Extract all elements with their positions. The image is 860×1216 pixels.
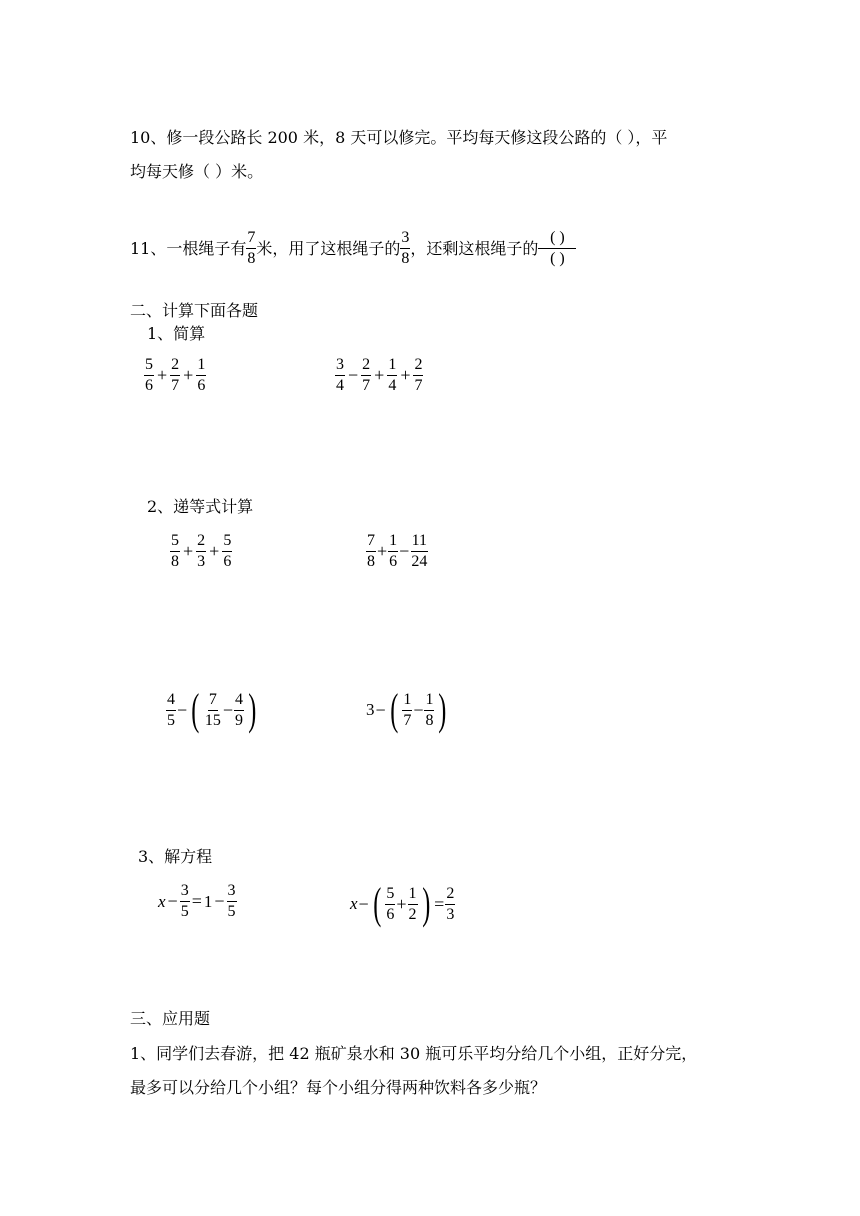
fraction <box>388 532 398 571</box>
fraction <box>166 691 176 730</box>
numerator: 2 <box>361 356 371 376</box>
denominator: 9 <box>234 711 243 729</box>
denominator: 4 <box>388 377 397 394</box>
q11-fraction-used <box>400 229 410 268</box>
denominator: 6 <box>197 377 206 394</box>
numerator: 5 <box>144 356 154 376</box>
expr-1 <box>144 356 206 395</box>
fraction <box>227 882 237 921</box>
fraction <box>424 691 434 730</box>
expr-6 <box>366 685 450 734</box>
expr-5 <box>166 685 260 734</box>
sub1-title: 1、简算 <box>147 324 206 343</box>
numerator: 7 <box>366 532 376 552</box>
numerator: 5 <box>222 532 232 552</box>
numerator: 7 <box>208 691 218 711</box>
fraction <box>180 882 190 921</box>
expr-4 <box>366 532 428 571</box>
operator: − <box>358 893 369 914</box>
operator: − <box>399 541 410 561</box>
operator: − <box>214 891 225 911</box>
operator: − <box>375 699 386 720</box>
fraction <box>445 885 455 924</box>
section3-title: 三、应用题 <box>130 1009 211 1028</box>
fraction <box>144 356 154 395</box>
equation-1 <box>158 882 237 921</box>
number-one: 1 <box>203 891 213 911</box>
denominator: 8 <box>401 250 410 267</box>
numerator: 3 <box>227 882 237 902</box>
fraction <box>170 532 180 571</box>
q11-text-1: 11、一根绳子有 <box>130 238 247 258</box>
denominator: 5 <box>180 903 189 920</box>
fraction <box>222 532 232 571</box>
fraction <box>413 356 423 395</box>
numerator: 1 <box>402 691 412 711</box>
numerator: 2 <box>170 356 180 376</box>
numerator: 2 <box>413 356 423 376</box>
numerator: 1 <box>408 885 418 905</box>
denominator: 8 <box>171 553 179 570</box>
operator: − <box>222 699 233 720</box>
numerator: 7 <box>246 229 256 249</box>
denominator: 5 <box>227 903 236 920</box>
fraction <box>196 356 206 395</box>
denominator: 6 <box>145 377 153 394</box>
operator: + <box>183 541 194 561</box>
operator: − <box>177 699 188 720</box>
q11-text-2: 米，用了这根绳子的 <box>256 238 401 258</box>
operator: + <box>377 541 388 561</box>
denominator: 2 <box>408 905 417 923</box>
numerator: 1 <box>196 356 206 376</box>
denominator: 7 <box>171 377 180 394</box>
equals: = <box>434 893 445 914</box>
denominator: 4 <box>336 377 344 394</box>
denominator-blank: ( ) <box>550 250 565 267</box>
operator: + <box>374 365 385 385</box>
fraction <box>366 532 376 571</box>
numerator: 4 <box>234 691 244 711</box>
numerator: 3 <box>400 229 410 249</box>
numerator: 2 <box>445 885 455 905</box>
fraction <box>402 691 412 730</box>
operator: + <box>400 365 411 385</box>
numerator: 4 <box>166 691 176 711</box>
sub3-title: 3、解方程 <box>138 847 213 866</box>
application-q1-line2: 最多可以分给几个小组？每个小组分得两种饮料各多少瓶？ <box>130 1078 547 1097</box>
numerator: 3 <box>180 882 190 902</box>
numerator: 5 <box>170 532 180 552</box>
fraction <box>204 691 222 730</box>
left-paren: ( <box>373 879 382 928</box>
q11-answer-blank[interactable] <box>538 229 576 268</box>
numerator-blank: ( ) <box>538 229 576 249</box>
denominator: 8 <box>425 711 434 729</box>
left-paren: ( <box>389 685 399 734</box>
right-paren: ) <box>248 685 257 734</box>
q10-line1: 10、修一段公路长 200 米，8 天可以修完。平均每天修这段公路的（ ），平 <box>130 128 668 147</box>
fraction <box>387 356 397 395</box>
application-q1-line1: 1、同学们去春游，把 42 瓶矿泉水和 30 瓶可乐平均分给几个小组，正好分完， <box>130 1044 698 1063</box>
right-paren: ) <box>421 879 430 928</box>
operator: + <box>209 541 220 561</box>
fraction <box>410 532 428 571</box>
q11 <box>130 229 576 268</box>
numerator: 1 <box>424 691 434 711</box>
operator: + <box>157 365 168 385</box>
left-paren: ( <box>191 685 200 734</box>
numerator: 1 <box>387 356 397 376</box>
operator: − <box>348 365 359 385</box>
sub2-title: 2、递等式计算 <box>147 497 254 516</box>
expr-3 <box>170 532 232 571</box>
operator: − <box>167 891 178 911</box>
leading-number: 3 <box>366 700 375 719</box>
fraction <box>335 356 345 395</box>
denominator: 24 <box>411 553 428 570</box>
expr-2 <box>335 356 423 395</box>
fraction <box>408 885 418 924</box>
equals: = <box>191 891 202 911</box>
fraction <box>385 885 395 924</box>
fraction <box>196 532 206 571</box>
fraction <box>170 356 180 395</box>
q11-text-3: ，还剩这根绳子的 <box>410 238 539 258</box>
variable-x: x <box>158 891 166 911</box>
denominator: 8 <box>367 553 375 570</box>
denominator: 7 <box>403 711 412 729</box>
denominator: 5 <box>167 711 175 729</box>
fraction <box>361 356 371 395</box>
denominator: 8 <box>247 250 256 267</box>
denominator: 7 <box>362 377 371 394</box>
denominator: 7 <box>414 377 423 394</box>
q11-fraction-total <box>246 229 256 268</box>
numerator: 3 <box>335 356 345 376</box>
denominator: 3 <box>197 553 206 570</box>
variable-x: x <box>350 894 358 913</box>
denominator: 3 <box>446 905 455 923</box>
section2-title: 二、计算下面各题 <box>130 301 259 320</box>
numerator: 1 <box>388 532 398 552</box>
numerator: 11 <box>411 532 428 552</box>
equation-2 <box>350 879 455 928</box>
right-paren: ) <box>438 685 447 734</box>
q10-line2: 均每天修（ ）米。 <box>130 162 264 181</box>
denominator: 6 <box>386 905 395 923</box>
denominator: 15 <box>204 711 221 729</box>
operator: + <box>396 893 407 914</box>
operator: − <box>413 699 424 720</box>
denominator: 6 <box>223 553 232 570</box>
numerator: 5 <box>385 885 395 905</box>
operator: + <box>183 365 194 385</box>
fraction <box>234 691 244 730</box>
denominator: 6 <box>389 553 398 570</box>
numerator: 2 <box>196 532 206 552</box>
